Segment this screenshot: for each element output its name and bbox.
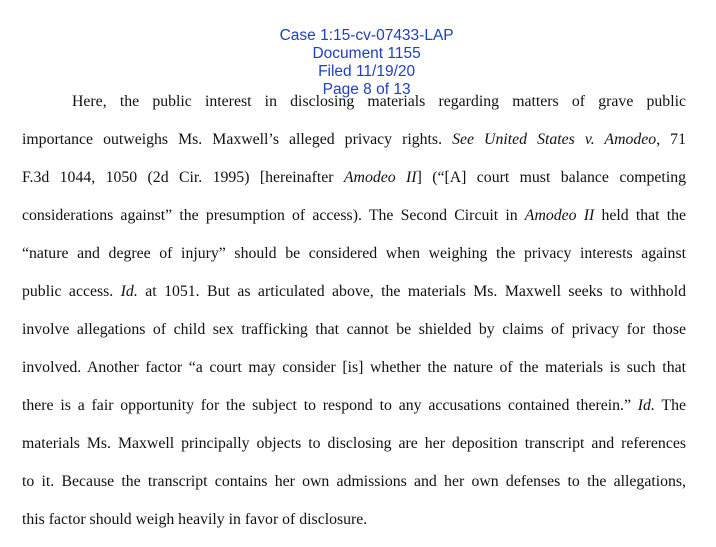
- paragraph-line: F.3d 1044, 1050 (2d Cir. 1995) [hereinafter Amodeo II] (“[A] court must balance competing: [22, 169, 687, 186]
- filed-date: Filed 11/19/20: [318, 63, 416, 80]
- paragraph-line: considerations against” the presumption of access). The Second Circuit in Amodeo II held that the: [22, 207, 687, 224]
- paragraph-line: “nature and degree of injury” should be considered when weighing the privacy interests against: [22, 245, 686, 262]
- paragraph-line: involved. Another factor “a court may consider [is] whether the nature of the materials is such that: [22, 359, 686, 376]
- paragraph-line: importance outweighs Ms. Maxwell’s alleged privacy rights. See United States v. Amodeo, 71: [22, 131, 686, 148]
- page-number: Page 8 of 13: [322, 81, 411, 98]
- case-number: Case 1:15-cv-07433-LAP: [279, 27, 454, 44]
- paragraph-line: there is a fair opportunity for the subject to respond to any accusations contained therein.” Id. The: [22, 397, 686, 414]
- paragraph-line: Here, the public interest in disclosing materials regarding matters of grave public: [72, 93, 686, 110]
- paragraph-line: this factor should weigh heavily in favor of disclosure.: [22, 511, 368, 528]
- paragraph-line: to it. Because the transcript contains her own admissions and her own defenses to the allegations,: [22, 473, 686, 490]
- paragraph-line: materials Ms. Maxwell principally objects to disclosing are her deposition transcript and references: [22, 435, 686, 452]
- paragraph-line: public access. Id. at 1051. But as articulated above, the materials Ms. Maxwell seeks to withhold: [22, 283, 686, 300]
- document-number: Document 1155: [312, 45, 421, 62]
- paragraph-line: involve allegations of child sex trafficking that cannot be shielded by claims of privacy for those: [22, 321, 686, 338]
